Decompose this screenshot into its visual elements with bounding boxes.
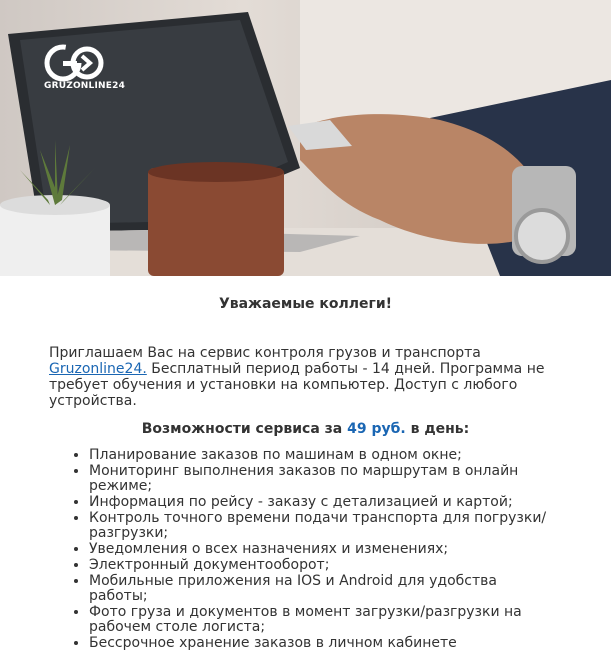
logo-text: GRUZONLINE24	[44, 81, 126, 91]
logo-icon	[44, 44, 104, 82]
plant-pot	[0, 205, 110, 276]
list-item: • Фото груза и документов в момент загрузки/разгрузки на рабочем столе логиста;	[89, 605, 549, 635]
greeting-heading: Уважаемые коллеги!	[218, 296, 393, 312]
list-item: • Уведомления о всех назначениях и изменениях;	[89, 542, 549, 557]
intro-paragraph: Приглашаем Вас на сервис контроля грузов и транспорта Gruzonline24. Бесплатный период работы - 14 дней. Программа не требует обучения и установки на компьютер. Доступ с любого устройства.	[49, 345, 545, 409]
list-item: • Мобильные приложения на IOS и Android для удобства работы;	[89, 574, 549, 604]
features-list	[49, 448, 549, 652]
list-item: • Мониторинг выполнения заказов по маршрутам в онлайн режиме;	[89, 464, 549, 494]
list-item: • Планирование заказов по машинам в одном окне;	[89, 448, 549, 463]
price: 49 руб.	[347, 421, 406, 437]
hero-banner	[0, 0, 611, 276]
list-item: • Контроль точного времени подачи транспорта для погрузки/разгрузки;	[89, 511, 549, 541]
list-item: • Информация по рейсу - заказу с детализацией и картой;	[89, 495, 549, 510]
list-item: • Электронный документооборот;	[89, 558, 549, 573]
hero-photo	[0, 0, 611, 276]
coffee-mug	[148, 168, 284, 276]
gruzonline-link[interactable]: Gruzonline24.	[49, 361, 147, 377]
watch-face	[516, 210, 568, 262]
features-heading: Возможности сервиса за 49 руб. в день:	[141, 421, 470, 437]
list-item: • Бессрочное хранение заказов в личном кабинете	[89, 636, 549, 651]
